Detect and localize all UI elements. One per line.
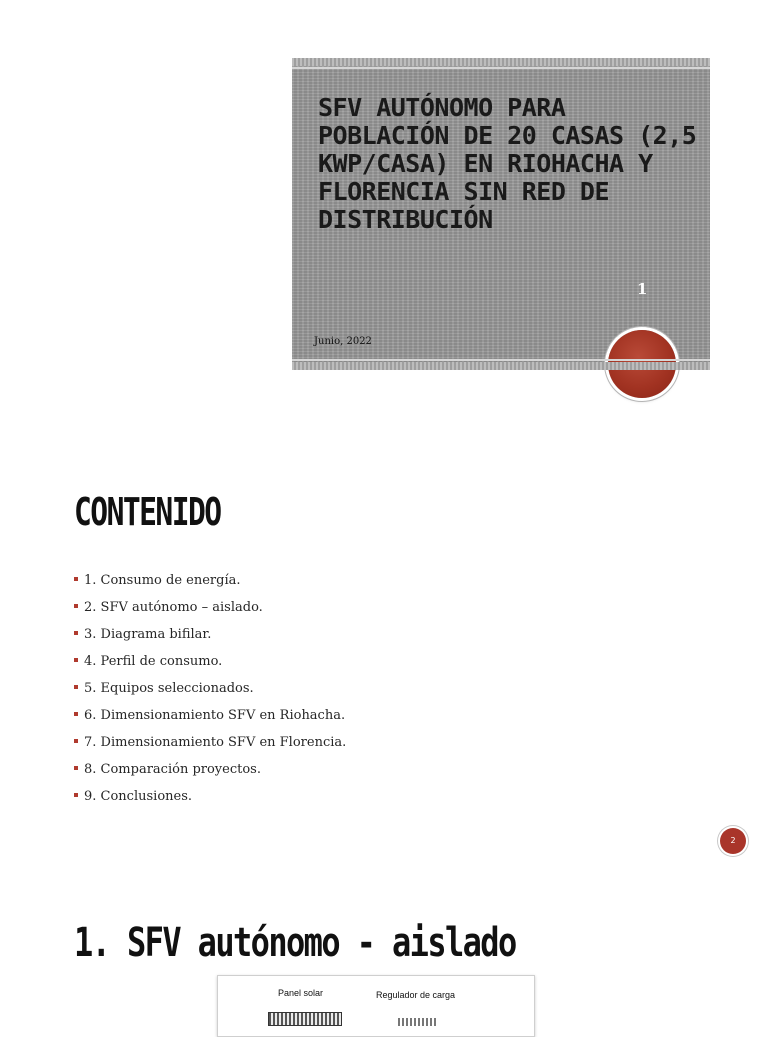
card-bottom-line (292, 359, 710, 361)
list-item (74, 594, 346, 621)
square-bullet-icon (74, 739, 78, 743)
title-slide-card (292, 58, 710, 370)
list-item-text: 3. Diagrama bifilar. (84, 627, 212, 642)
square-bullet-icon (74, 658, 78, 662)
card-top-line (292, 67, 710, 69)
slide-title: SFV AUTÓNOMO PARA POBLACIÓN DE 20 CASAS (2,5 KWP/CASA) EN RIOHACHA Y FLORENCIA SIN RED DE DISTRIBUCIÓN (318, 93, 697, 234)
square-bullet-icon (74, 793, 78, 797)
square-bullet-icon (74, 766, 78, 770)
card-top-band (292, 58, 710, 66)
charge-regulator-icon (398, 1018, 436, 1026)
square-bullet-icon (74, 631, 78, 635)
list-item (74, 756, 346, 783)
contents-list (74, 567, 346, 810)
list-item (74, 675, 346, 702)
list-item-text: 2. SFV autónomo – aislado. (84, 600, 263, 615)
page-number-badge: 2 (720, 828, 746, 854)
list-item-text: 8. Comparación proyectos. (84, 762, 261, 777)
list-item-text: 4. Perfil de consumo. (84, 654, 223, 669)
square-bullet-icon (74, 712, 78, 716)
list-item-text: 9. Conclusiones. (84, 789, 193, 804)
contents-heading: CONTENIDO (74, 490, 221, 534)
square-bullet-icon (74, 685, 78, 689)
square-bullet-icon (74, 577, 78, 581)
list-item-text: 5. Equipos seleccionados. (84, 681, 254, 696)
list-item (74, 702, 346, 729)
slide-number: 1 (637, 280, 648, 298)
list-item (74, 648, 346, 675)
list-item (74, 621, 346, 648)
list-item (74, 783, 346, 810)
card-bottom-band (292, 362, 710, 370)
list-item-text: 1. Consumo de energía. (84, 573, 241, 588)
system-diagram (217, 975, 535, 1037)
list-item (74, 729, 346, 756)
regulator-label: Regulador de carga (376, 990, 456, 1000)
slide-date: Junio, 2022 (314, 336, 372, 347)
list-item (74, 567, 346, 594)
list-item-text: 7. Dimensionamiento SFV en Florencia. (84, 735, 347, 750)
section-heading: 1. SFV autónomo - aislado (74, 920, 516, 966)
list-item-text: 6. Dimensionamiento SFV en Riohacha. (84, 708, 346, 723)
square-bullet-icon (74, 604, 78, 608)
panel-solar-label: Panel solar (278, 988, 324, 998)
